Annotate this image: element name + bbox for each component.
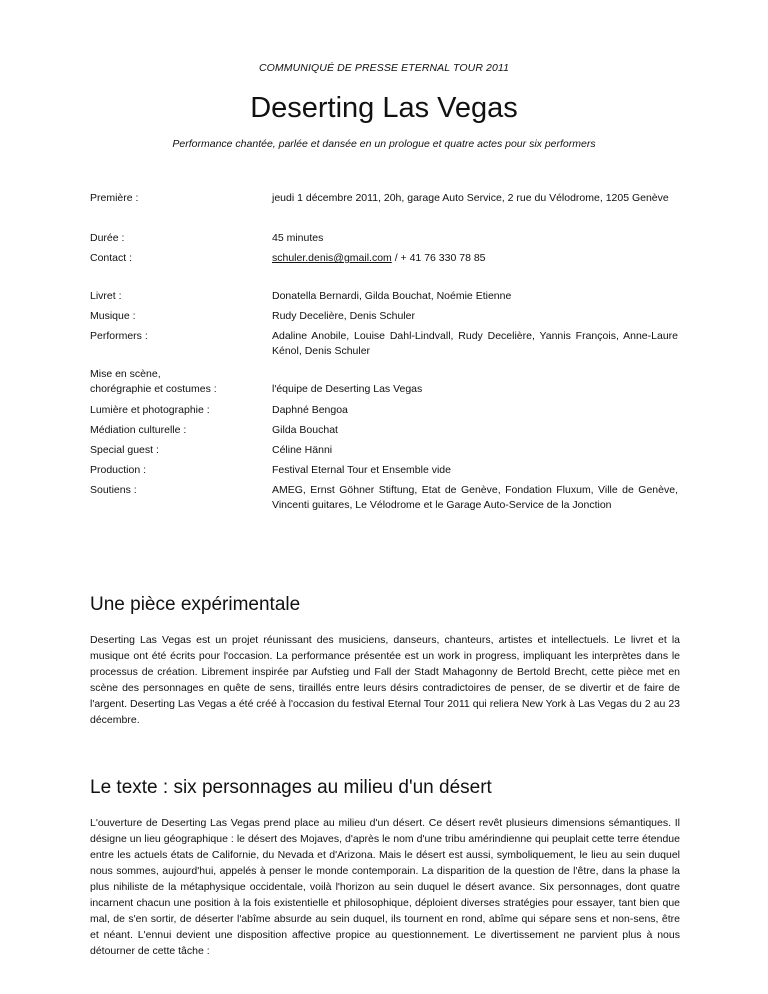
section-paragraph-texte: L'ouverture de Deserting Las Vegas prend place au milieu d'un désert. Ce désert revêt plusieurs dimensions sémantiques. Il désigne un lieu géographique : le désert des Mojaves, d'après le nom d'une tribu amérindienne qui peuplait cette terre étendue entre les actuels états de Californie, du Nevada et d'Arizona. Mais le désert est aussi, symboliquement, le lieu au sein duquel nous sommes, aujourd'hui, appelés à penser le monde contemporain. La disparition de la question de l'être, dans la phase la plus nihiliste de la métaphysique occidentale, voilà l'horizon au sein duquel le désert avance. Six personnages, dont quatre incarnent chacun une position à la fois existentielle et philosophique, déploient diverses stratégies pour essayer, tant bien que mal, de s'en sortir, de déserter l'abîme absurde au sein duquel, ils tournent en rond, abîme qui sépare sens et non-sens, être et néant. L'ennui devient une disposition affective propice au questionnement. Le divertissement ne parvient plus à nous détourner de cette tâche : xyxy=(90,817,680,957)
info-value: 45 minutes xyxy=(272,232,324,244)
info-row-mediation xyxy=(90,423,680,443)
info-row-livret xyxy=(90,289,680,309)
page-title: Deserting Las Vegas xyxy=(250,92,518,124)
subtitle: Performance chantée, parlée et dansée en un prologue et quatre actes pour six performers xyxy=(172,138,596,150)
info-label: Contact : xyxy=(90,252,133,264)
info-value: Gilda Bouchat xyxy=(272,424,338,436)
info-label: Special guest : xyxy=(90,444,159,456)
contact-value xyxy=(272,251,678,289)
info-row-special-guest xyxy=(90,443,680,463)
info-row-performers xyxy=(90,329,680,367)
info-label: Musique : xyxy=(90,310,136,322)
info-value: AMEG, Ernst Göhner Stiftung, Etat de Genève, Fondation Fluxum, Ville de Genève, Vincenti guitares, Le Vélodrome et le Garage Auto-Service de la Jonction xyxy=(272,484,678,511)
info-value: Rudy Decelière, Denis Schuler xyxy=(272,310,415,322)
info-value: Céline Hänni xyxy=(272,444,333,456)
info-label: Soutiens : xyxy=(90,484,137,496)
info-row-musique xyxy=(90,309,680,329)
info-label: Performers : xyxy=(90,330,148,342)
contact-phone: / + 41 76 330 78 85 xyxy=(391,252,486,264)
info-label: Livret : xyxy=(90,290,122,302)
info-value: l'équipe de Deserting Las Vegas xyxy=(272,382,423,395)
info-value: Adaline Anobile, Louise Dahl-Lindvall, Rudy Decelière, Yannis François, Anne-Laure Kénol, Denis Schuler xyxy=(272,330,678,357)
contact-email-link[interactable]: schuler.denis@gmail.com xyxy=(272,252,392,264)
info-label-line: chorégraphie et costumes : xyxy=(90,382,217,395)
info-label-line: Mise en scène, xyxy=(90,368,161,380)
info-label: Production : xyxy=(90,464,147,476)
info-label: Lumière et photographie : xyxy=(90,404,210,416)
info-value: Daphné Bengoa xyxy=(272,404,348,416)
info-label: Médiation culturelle : xyxy=(90,424,187,436)
info-row-duree xyxy=(90,231,680,251)
section-heading-texte: Le texte : six personnages au milieu d'un désert xyxy=(90,777,492,798)
section-paragraph-experimental: Deserting Las Vegas est un projet réunissant des musiciens, danseurs, chanteurs, artistes et intellectuels. Le livret et la musique ont été écrits pour l'occasion. La performance présentée est un work in progress, impliquant les interprètes dans le processus de création. Librement inspirée par Aufstieg und Fall der Stadt Mahagonny de Bertold Brecht, cette pièce met en scène des personnages en quête de sens, tiraillés entre leurs désirs contradictoires de penser, de se divertir et de faire de l'argent. Deserting Las Vegas a été créé à l'occasion du festival Eternal Tour 2011 qui reliera New York à Las Vegas du 2 au 23 décembre. xyxy=(90,634,680,726)
info-row-mise-en-scene xyxy=(90,367,680,403)
info-value: Donatella Bernardi, Gilda Bouchat, Noémie Etienne xyxy=(272,290,512,302)
info-table xyxy=(90,191,680,512)
info-label: Première : xyxy=(90,192,139,204)
section-heading-experimental: Une pièce expérimentale xyxy=(90,594,301,615)
info-value: Festival Eternal Tour et Ensemble vide xyxy=(272,464,451,476)
info-label xyxy=(90,367,272,403)
info-row-contact xyxy=(90,251,680,289)
info-label: Durée : xyxy=(90,232,125,244)
info-row-premiere xyxy=(90,191,680,231)
info-value: jeudi 1 décembre 2011, 20h, garage Auto Service, 2 rue du Vélodrome, 1205 Genève xyxy=(272,192,669,204)
info-row-production xyxy=(90,463,680,483)
info-row-lumiere xyxy=(90,403,680,423)
info-row-soutiens xyxy=(90,483,680,512)
press-release-header: COMMUNIQUÉ DE PRESSE ETERNAL TOUR 2011 xyxy=(258,62,510,74)
